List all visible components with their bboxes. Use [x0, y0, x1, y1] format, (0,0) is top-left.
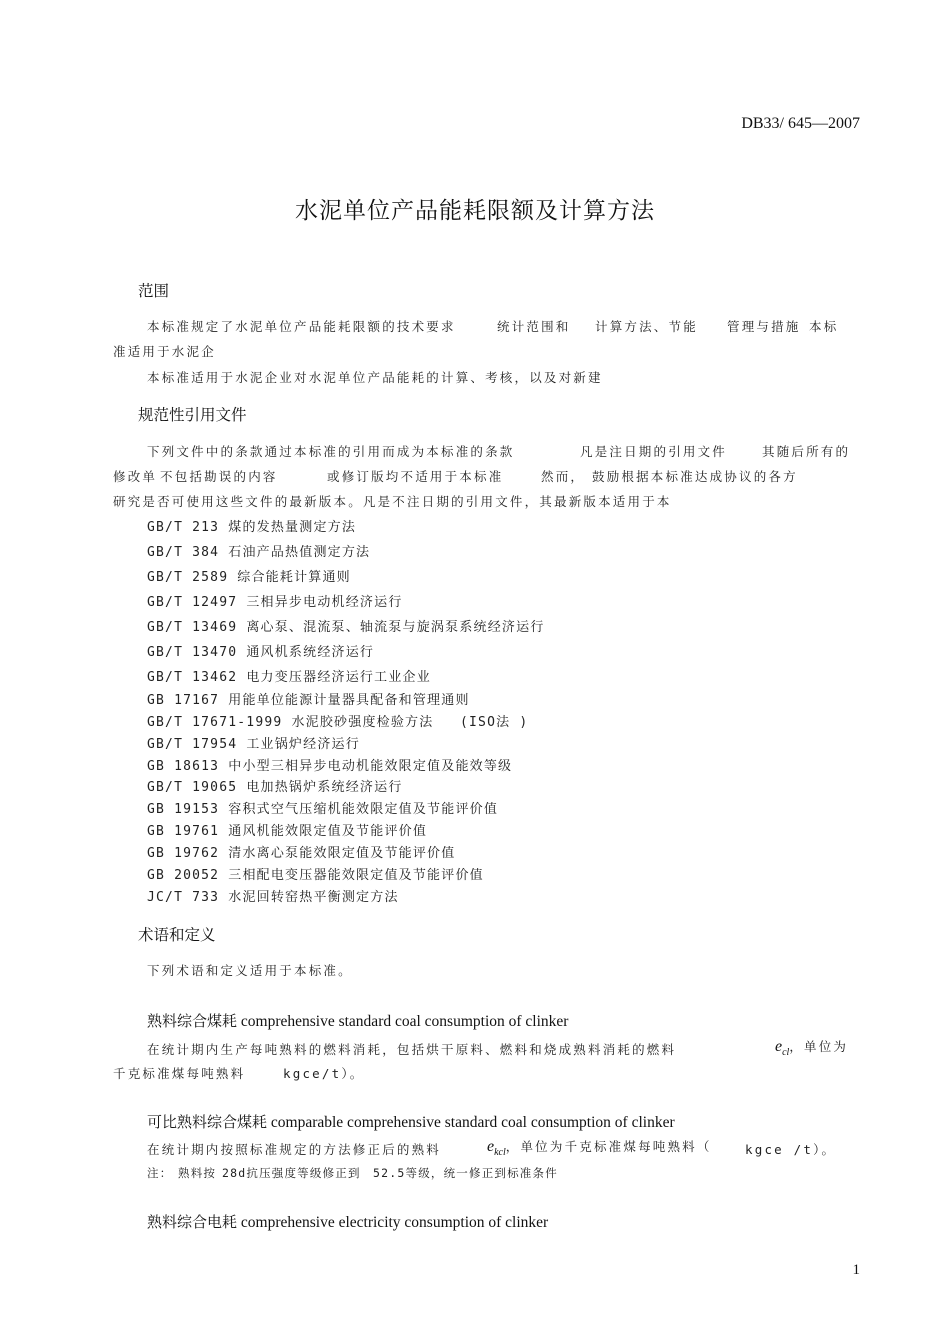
symbol-base: e — [775, 1038, 783, 1055]
reference-title: 三相异步电动机经济运行 — [246, 595, 403, 610]
scope-paragraph-1-part-4: 管理与措施 — [727, 319, 801, 334]
reference-title: 三相配电变压器能效限定值及节能评价值 — [228, 868, 484, 883]
scope-paragraph-2: 本标准适用于水泥企业对水泥单位产品能耗的计算、考核，以及对新建 — [147, 370, 603, 385]
reference-item — [147, 886, 399, 905]
reference-item — [147, 566, 351, 585]
reference-title: 通风机能效限定值及节能评价值 — [228, 824, 428, 839]
document-title: 水泥单位产品能耗限额及计算方法 — [295, 198, 655, 224]
reference-code: JC/T 733 — [147, 890, 220, 905]
reference-code: GB 19153 — [147, 802, 220, 817]
reference-title: 综合能耗计算通则 — [237, 570, 351, 585]
reference-code: GB/T 2589 — [147, 570, 229, 585]
references-intro-line-2-part-3: 或修订版均不适用于本标准 — [327, 469, 504, 484]
term-2-definition-mid: ，单位为千克标准煤每吨熟料（ — [505, 1139, 712, 1154]
term-2-note-part-1: 熟料按 — [178, 1166, 217, 1180]
references-intro-line-1-part-3: 其随后所有的 — [762, 444, 851, 459]
term-2-note-part-3: 52.5等级，统一修正到标准条件 — [373, 1166, 558, 1180]
reference-item — [147, 842, 455, 861]
reference-item — [147, 776, 403, 795]
term-2-note-part-2: 28d抗压强度等级修正到 — [222, 1166, 361, 1180]
section-heading-scope: 范围 — [138, 282, 170, 300]
references-intro-line-1-part-1: 下列文件中的条款通过本标准的引用而成为本标准的条款 — [147, 444, 515, 459]
term-1-definition-line-2: 千克标准煤每吨熟料 — [113, 1066, 246, 1081]
scope-paragraph-1-part-5: 本标 — [809, 319, 839, 334]
reference-title: 通风机系统经济运行 — [246, 645, 375, 660]
reference-item — [147, 641, 374, 660]
terms-intro: 下列术语和定义适用于本标准。 — [147, 963, 353, 978]
reference-note: (ISO法 ) — [460, 715, 529, 730]
term-2-heading — [147, 1111, 675, 1132]
reference-title: 离心泵、混流泵、轴流泵与旋涡泵系统经济运行 — [246, 620, 545, 635]
reference-code: GB/T 12497 — [147, 595, 238, 610]
reference-code: GB/T 384 — [147, 545, 220, 560]
term-2-english: comparable comprehensive standard coal consumption of clinker — [270, 1114, 675, 1131]
term-3-chinese: 熟料综合电耗 — [147, 1213, 238, 1231]
reference-title: 电力变压器经济运行工业企业 — [246, 670, 431, 685]
reference-title: 煤的发热量测定方法 — [228, 520, 357, 535]
reference-title: 容积式空气压缩机能效限定值及节能评价值 — [228, 802, 499, 817]
reference-item — [147, 755, 512, 774]
reference-code: GB 20052 — [147, 868, 220, 883]
symbol-subscript: cl — [782, 1047, 790, 1059]
term-1-heading — [147, 1010, 568, 1031]
references-intro-line-1-part-2: 凡是注日期的引用文件 — [580, 444, 728, 459]
reference-title: 水泥回转窑热平衡测定方法 — [228, 890, 399, 905]
term-1-english: comprehensive standard coal consumption of clinker — [240, 1013, 569, 1030]
reference-code: GB/T 13469 — [147, 620, 238, 635]
reference-title: 用能单位能源计量器具配备和管理通则 — [228, 693, 470, 708]
reference-item — [147, 798, 498, 817]
term-1-chinese: 熟料综合煤耗 — [147, 1012, 238, 1030]
reference-item — [147, 541, 370, 560]
reference-item — [147, 864, 484, 883]
term-3-heading — [147, 1211, 548, 1232]
reference-item — [147, 820, 427, 839]
scope-paragraph-1-part-2: 统计范围和 — [497, 319, 571, 334]
reference-item — [147, 666, 431, 685]
reference-code: GB 19761 — [147, 824, 220, 839]
term-1-unit: kgce/t）。 — [283, 1066, 365, 1081]
symbol-base: e — [487, 1138, 495, 1155]
reference-item — [147, 689, 470, 708]
references-intro-line-2-part-4: 然而， — [541, 469, 586, 484]
references-intro-line-3: 研究是否可使用这些文件的最新版本。凡是不注日期的引用文件，其最新版本适用于本 — [113, 494, 672, 509]
reference-item — [147, 616, 545, 635]
references-intro-line-2-part-1: 修改单 — [113, 469, 158, 484]
reference-title: 清水离心泵能效限定值及节能评价值 — [228, 846, 456, 861]
term-2-chinese: 可比熟料综合煤耗 — [147, 1113, 268, 1131]
scope-paragraph-1-line-2: 准适用于水泥企 — [113, 344, 216, 359]
reference-code: GB/T 13462 — [147, 670, 238, 685]
section-heading-references: 规范性引用文件 — [138, 406, 247, 424]
page-number: 1 — [852, 1262, 860, 1278]
reference-title: 中小型三相异步电动机能效限定值及能效等级 — [228, 759, 513, 774]
reference-item — [147, 591, 403, 610]
term-2-definition-line-1: 在统计期内按照标准规定的方法修正后的熟料 — [147, 1142, 442, 1157]
reference-code: GB 17167 — [147, 693, 220, 708]
term-1-definition-line-1: 在统计期内生产每吨熟料的燃料消耗，包括烘干原料、燃料和烧成熟料消耗的燃料 — [147, 1042, 677, 1057]
reference-title: 石油产品热值测定方法 — [228, 545, 371, 560]
term-2-unit: kgce /t）。 — [745, 1142, 837, 1157]
term-1-symbol — [775, 1036, 848, 1058]
symbol-subscript: kcl — [494, 1147, 506, 1159]
reference-item — [147, 733, 360, 752]
reference-code: GB/T 17954 — [147, 737, 238, 752]
scope-paragraph-1-part-3: 计算方法、节能 — [595, 319, 698, 334]
reference-code: GB/T 17671-1999 — [147, 715, 283, 730]
reference-code: GB/T 13470 — [147, 645, 238, 660]
reference-title: 电加热锅炉系统经济运行 — [246, 780, 403, 795]
term-2-note-label: 注： — [147, 1166, 173, 1180]
references-intro-line-2-part-5: 鼓励根据本标准达成协议的各方 — [592, 469, 798, 484]
reference-code: GB/T 213 — [147, 520, 220, 535]
reference-title: 水泥胶砂强度检验方法 — [291, 715, 434, 730]
scope-paragraph-1-part-1: 本标准规定了水泥单位产品能耗限额的技术要求 — [147, 319, 456, 334]
term-1-definition-tail: ，单位为 — [789, 1039, 849, 1054]
reference-code: GB 19762 — [147, 846, 220, 861]
reference-item — [147, 711, 433, 730]
section-heading-terms: 术语和定义 — [138, 926, 216, 944]
reference-item — [147, 516, 356, 535]
term-2-symbol — [487, 1136, 712, 1158]
reference-title: 工业锅炉经济运行 — [246, 737, 360, 752]
reference-code: GB 18613 — [147, 759, 220, 774]
reference-code: GB/T 19065 — [147, 780, 238, 795]
standard-number: DB33/ 645—2007 — [741, 115, 860, 132]
term-3-english: comprehensive electricity consumption of clinker — [240, 1214, 549, 1231]
references-intro-line-2-part-2: 不包括勘误的内容 — [160, 469, 278, 484]
